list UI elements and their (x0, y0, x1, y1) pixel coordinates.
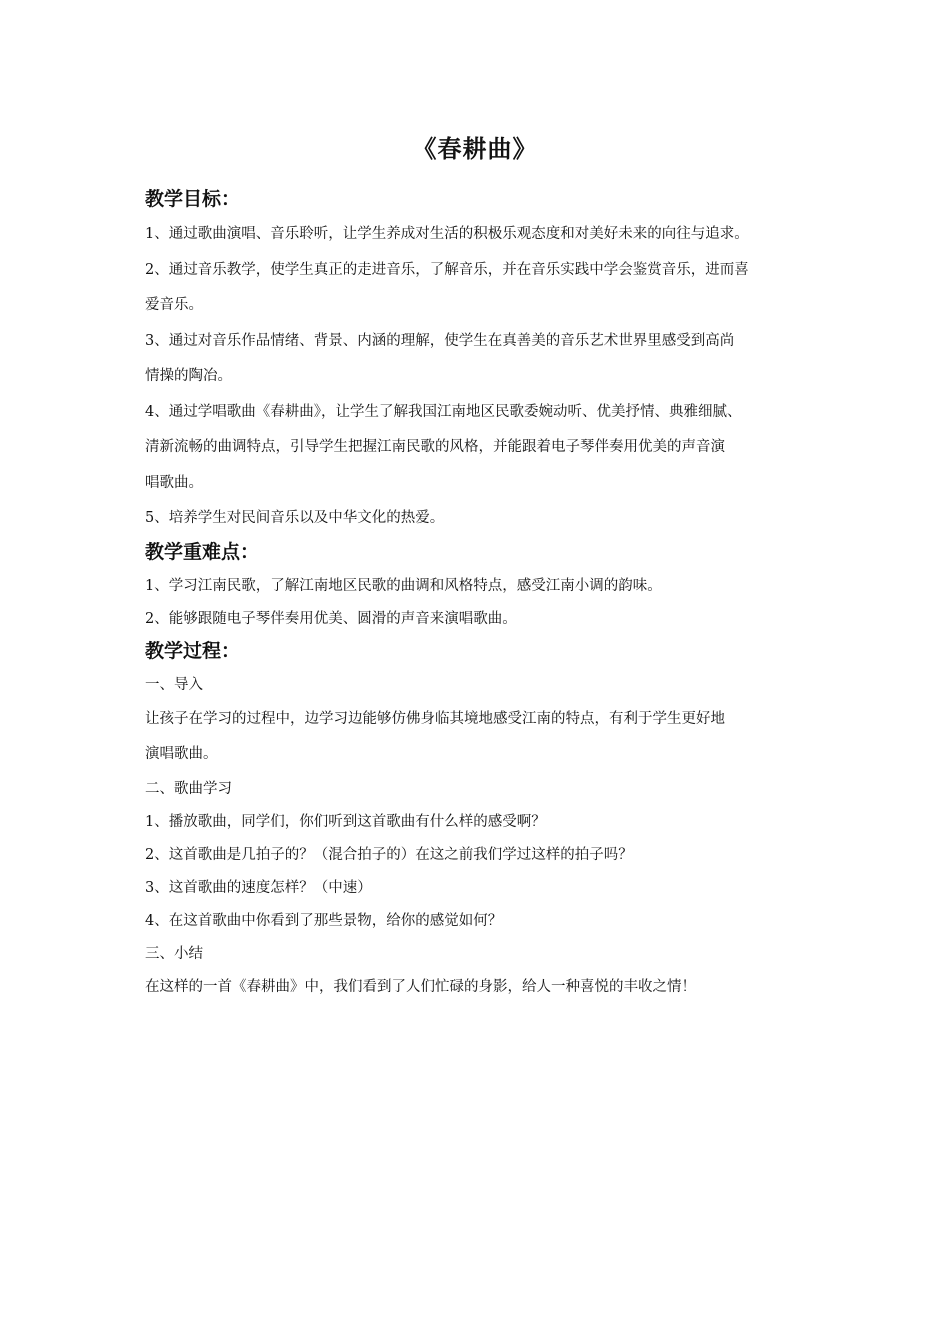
process-line: 一、导入 (145, 676, 203, 693)
objective-line: 1、通过歌曲演唱、音乐聆听，让学生养成对生活的积极乐观态度和对美好未来的向往与追求。 (145, 226, 749, 242)
section-heading-key-points: 教学重难点： (145, 540, 260, 563)
process-line: 1、播放歌曲，同学们，你们听到这首歌曲有什么样的感受啊？ (145, 813, 546, 830)
objective-line: 唱歌曲。 (145, 474, 203, 491)
objective-line: 5、培养学生对民间音乐以及中华文化的热爱。 (145, 510, 445, 526)
section-heading-process: 教学过程： (145, 639, 241, 662)
process-line: 让孩子在学习的过程中，边学习边能够仿佛身临其境地感受江南的特点，有利于学生更好地 (145, 710, 725, 727)
document-body (145, 184, 825, 1004)
objective-line: 情操的陶冶。 (145, 368, 232, 384)
objective-line: 清新流畅的曲调特点，引导学生把握江南民歌的风格，并能跟着电子琴伴奏用优美的声音演 (145, 439, 725, 455)
process-line: 3、这首歌曲的速度怎样？（中速） (145, 879, 372, 896)
process-line: 在这样的一首《春耕曲》中，我们看到了人们忙碌的身影，给人一种喜悦的丰收之情！ (145, 978, 696, 995)
objective-line: 3、通过对音乐作品情绪、背景、内涵的理解，使学生在真善美的音乐艺术世界里感受到高尚 (145, 332, 735, 349)
key-point-line: 1、学习江南民歌，了解江南地区民歌的曲调和风格特点，感受江南小调的韵味。 (145, 577, 662, 594)
process-line: 二、歌曲学习 (145, 780, 232, 797)
process-line: 4、在这首歌曲中你看到了那些景物，给你的感觉如何？ (145, 912, 503, 929)
process-line: 演唱歌曲。 (145, 746, 218, 762)
objective-line: 爱音乐。 (145, 297, 203, 313)
process-line: 2、这首歌曲是几拍子的？（混合拍子的）在这之前我们学过这样的拍子吗？ (145, 846, 633, 863)
document-title: 《春耕曲》 (412, 135, 538, 163)
process-line: 三、小结 (145, 945, 203, 962)
key-point-line: 2、能够跟随电子琴伴奏用优美、圆滑的声音来演唱歌曲。 (145, 610, 517, 627)
objective-line: 4、通过学唱歌曲《春耕曲》，让学生了解我国江南地区民歌委婉动听、优美抒情、典雅细腻、 (145, 403, 742, 420)
section-heading-objectives: 教学目标： (145, 188, 241, 210)
objective-line: 2、通过音乐教学，使学生真正的走进音乐，了解音乐，并在音乐实践中学会鉴赏音乐，进而喜 (145, 261, 749, 278)
